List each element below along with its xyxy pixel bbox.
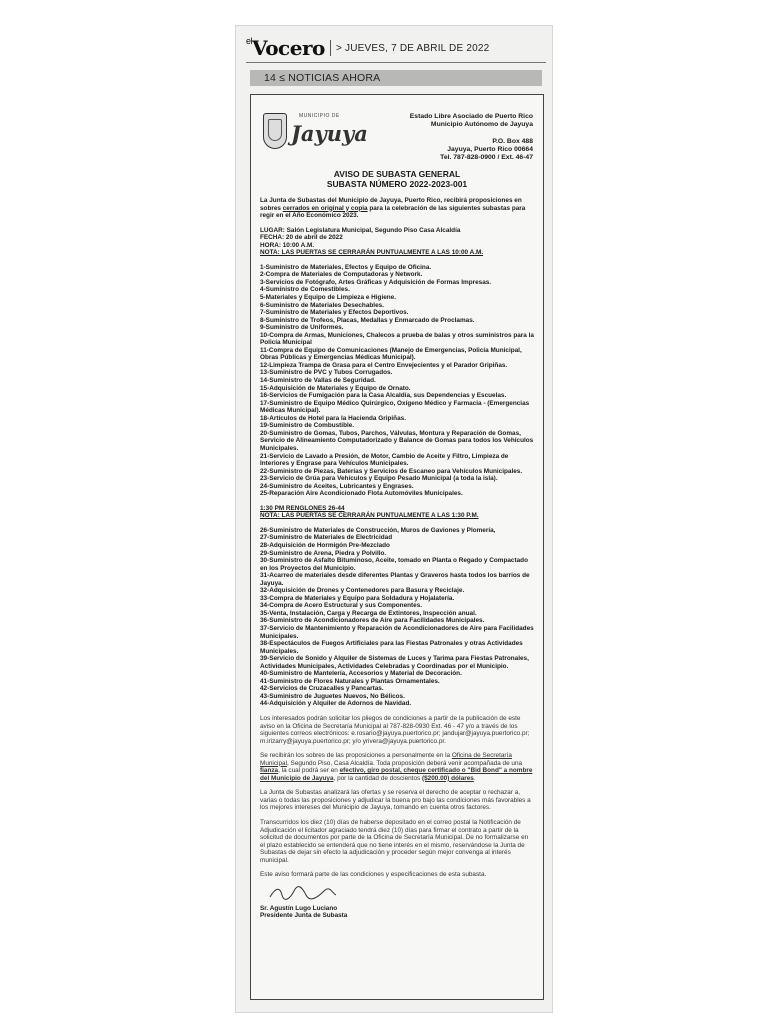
list-item: 25-Reparación Aire Acondicionado Flota Automóviles Municipales. bbox=[260, 490, 463, 498]
list-item: 3-Servicios de Fotógrafo, Artes Gráficas y Adquisición de Formas Impresas. bbox=[260, 278, 492, 286]
list-item: 29-Suministro de Arena, Piedra y Polvillo. bbox=[260, 549, 387, 557]
list-item: 15-Adquisición de Materiales y Equipo de Ornato. bbox=[260, 384, 411, 392]
award-paragraph: Transcurridos los diez (10) días de haberse depositado en el correo postal la Notificación de Adjudicación el licitador agraciado tendrá diez (10) días para firmar el contrato a partir de la solicitud de documentos por parte de la Oficina de Secretaría Municipal. De no formalizarse en el plazo establecido se entenderá que no tiene interés en el mismo, reservándose la Junta de Subastas de dejar sin efecto la adjudicación y proceder según mejor convenga al interés municipal. bbox=[260, 819, 529, 864]
po-box: P.O. Box 488 bbox=[492, 137, 533, 145]
masthead-separator bbox=[330, 40, 331, 56]
board-paragraph: La Junta de Subastas analizará las ofertas y se reserva el derecho de aceptar o rechazar a, varias o todas las proposiciones y adjudicar la buena pro bajo las condiciones más favorables a los mejores intereses del Municipio de Jayuya, tomando en cuenta otros factores. bbox=[260, 789, 531, 812]
notice-body bbox=[260, 197, 534, 920]
list-item: 26-Suministro de Materiales de Construcción, Muros de Gaviones y Plomería, bbox=[260, 526, 496, 534]
list-item: 20-Suministro de Gomas, Tubos, Parchos, Válvulas, Montura y Reparación de Gomas, Servicio de Alineamiento Computadorizado y Balance de Gomas para todos los Vehículos Municipales. bbox=[260, 429, 534, 452]
list-item: 19-Suministro de Combustible. bbox=[260, 422, 355, 430]
notice-title bbox=[251, 169, 543, 189]
list-item: 10-Compra de Armas, Municiones, Chalecos a prueba de balas y otros suministros para la Policía Municipal bbox=[260, 331, 534, 347]
list-item: 31-Acarreo de materiales desde diferentes Plantas y Graveros hasta todos los barrios de Jayuya. bbox=[260, 572, 530, 587]
list-item: 40-Suministro de Mantelería, Accesorios y Material de Decoración. bbox=[260, 670, 462, 678]
list-item: 18-Artículos de Hotel para la Hacienda Gripiñas. bbox=[260, 414, 406, 422]
closing-paragraph: Este aviso formará parte de las condiciones y especificaciones de esta subasta. bbox=[260, 871, 487, 879]
list-item: 11-Compra de Equipo de Comunicaciones (Manejo de Emergencias, Policía Municipal, Obras Públicas y Emergencias Médicas Municipal). bbox=[260, 346, 522, 362]
submission-paragraph: Se recibirán los sobres de las proposiciones a personalmente en la Oficina de Secretaría Municipal, Segundo Piso, Casa Alcaldía. Toda proposición deberá venir acompañada de una fianza, la cual podrá ser en efectivo, giro postal, cheque certificado o "Bid Bond" a nombre del Municipio de Jayuya, por la cantidad de doscientos ($200.00) dólares. bbox=[260, 752, 533, 782]
section-label: 14 ≤ NOTICIAS AHORA bbox=[264, 72, 381, 84]
list-item: 12-Limpieza Trampa de Grasa para el Centro Envejecientes y el Parador Gripiñas. bbox=[260, 361, 508, 369]
logo-caption: MUNICIPIO DE bbox=[299, 113, 340, 119]
list-item: 44-Adquisición y Alquiler de Adornos de Navidad. bbox=[260, 700, 412, 708]
session1-place: LUGAR: Salón Legislatura Municipal, Segundo Piso Casa Alcaldía bbox=[260, 226, 461, 234]
municipality-logo: Jayuya bbox=[291, 121, 368, 146]
telephone: Tel. 787-828-0900 / Ext. 46-47 bbox=[440, 154, 533, 162]
intro-paragraph: La Junta de Subastas del Municipio de Jayuya, Puerto Rico, recibirá proposiciones en sobres cerrados en original y copia para la celebración de las siguientes subastas para regir en el Año Económico 2023. bbox=[260, 197, 526, 220]
list-item: 17-Suministro de Equipo Médico Quirúrgico, Oxígeno Médico y Farmacia - (Emergencias Médicas Municipal). bbox=[260, 399, 530, 415]
session1-note: NOTA: LAS PUERTAS SE CERRARÁN PUNTUALMENTE A LAS 10:00 A.M. bbox=[260, 249, 484, 257]
list-item: 23-Servicio de Grúa para Vehículos y Equipo Pesado Municipal (a toda la isla). bbox=[260, 475, 498, 483]
brand-prefix: el bbox=[246, 36, 253, 46]
session1-time: HORA: 10:00 A.M. bbox=[260, 241, 315, 249]
list-item: 37-Servicio de Mantenimiento y Reparación de Acondicionadores de Aire para Facilidades Municipales. bbox=[260, 624, 534, 640]
address-line-1: Estado Libre Asociado de Puerto Rico bbox=[409, 113, 533, 120]
list-item: 21-Servicio de Lavado a Presión, de Motor, Cambio de Aceite y Filtro, Limpieza de Interiores y Engrase para Vehículos Municipales. bbox=[260, 452, 509, 468]
list-item: 16-Servicios de Fumigación para la Casa Alcaldía, sus Dependencias y Escuelas. bbox=[260, 392, 507, 400]
list-item: 5-Materiales y Equipo de Limpieza e Higiene. bbox=[260, 294, 397, 302]
list-item: 38-Espectáculos de Fuegos Artificiales para las Fiestas Patronales y otras Actividades Municipales. bbox=[260, 640, 523, 655]
list-item: 43-Suministro de Juguetes Nuevos, No Bélicos. bbox=[260, 692, 405, 700]
list-item: 2-Compra de Materiales de Computadoras y Network. bbox=[260, 271, 423, 279]
list-item: 41-Suministro de Flores Naturales y Plantas Ornamentales. bbox=[260, 677, 440, 685]
items-list-1 bbox=[260, 264, 534, 498]
list-item: 13-Suministro de PVC y Tubos Corrugados. bbox=[260, 369, 393, 377]
session1-date: FECHA: 20 de abril de 2022 bbox=[260, 234, 343, 242]
list-item: 14-Suministro de Vallas de Seguridad. bbox=[260, 377, 376, 385]
list-item: 36-Suministro de Acondicionadores de Aire para Facilidades Municipales. bbox=[260, 617, 485, 625]
newspaper-logo bbox=[246, 36, 325, 60]
list-item: 30-Suministro de Asfalto Bituminoso, Aceite, tomado en Planta o Regado y Compactado en los Proyectos del Municipio. bbox=[260, 557, 528, 572]
municipal-seal-icon bbox=[263, 113, 287, 149]
list-item: 24-Suministro de Aceites, Lubricantes y Engrases. bbox=[260, 482, 414, 490]
list-item: 27-Suministro de Materiales de Electricidad bbox=[260, 534, 393, 542]
title-line-1: AVISO DE SUBASTA GENERAL bbox=[333, 169, 461, 179]
list-item: 34-Compra de Acero Estructural y sus Componentes. bbox=[260, 602, 423, 610]
session2-note: NOTA: LAS PUERTAS SE CERRARÁN PUNTUALMENTE A LAS 1:30 P.M. bbox=[260, 512, 479, 520]
brand-name: Vocero bbox=[252, 36, 325, 60]
list-item: 39-Servicio de Sonido y Alquiler de Sistemas de Luces y Tarima para Fiestas Patronales, Actividades Municipales, Actividades Celebradas y Coordinadas por el Municipio. bbox=[260, 655, 529, 670]
list-item: 32-Adquisición de Drones y Contenedores para Basura y Reciclaje. bbox=[260, 587, 465, 595]
signature-area bbox=[260, 885, 534, 905]
session2-lines: 1:30 PM RENGLONES 26-44 bbox=[260, 504, 345, 512]
list-item: 7-Suministro de Materiales y Efectos Deportivos. bbox=[260, 309, 409, 317]
masthead-rule bbox=[246, 62, 546, 63]
list-item: 28-Adquisición de Hormigón Pre-Mezclado bbox=[260, 541, 390, 549]
masthead bbox=[246, 34, 546, 64]
list-item: 8-Suministro de Trofeos, Placas, Medallas y Enmarcado de Proclamas. bbox=[260, 316, 475, 324]
list-item: 33-Compra de Materiales y Equipo para Soldadura y Hojalatería. bbox=[260, 594, 455, 602]
signer-name: Sr. Agustín Lugo Luciano bbox=[260, 904, 338, 912]
address-line-2: Municipio Autónomo de Jayuya bbox=[430, 121, 533, 129]
auction-notice bbox=[250, 94, 544, 1000]
list-item: 9-Suministro de Uniformes. bbox=[260, 324, 344, 332]
list-item: 35-Venta, Instalación, Carga y Recarga de Extintores, Inspección anual. bbox=[260, 609, 477, 617]
issue-date: > JUEVES, 7 DE ABRIL DE 2022 bbox=[336, 43, 490, 54]
list-item: 1-Suministro de Materiales, Efectos y Equipo de Oficina. bbox=[260, 263, 432, 271]
items-list-2 bbox=[260, 527, 534, 708]
list-item: 42-Servicios de Cruzacalles y Pancartas. bbox=[260, 685, 384, 693]
specs-paragraph: Los interesados podrán solicitar los pliegos de condiciones a partir de la publicación de este aviso en la Oficina de Secretaría Municipal al 787-828-0930 Ext. 46 - 47 y/o a través de los siguientes correos electrónicos: e.rosario@jayuya.puertorico.pr; jandujar@jayuya.puertorico.pr; m.irizarry@jayuya.puertorico.pr; y/o yrivera@jayuya.puertorico.pr. bbox=[260, 715, 530, 745]
list-item: 6-Suministro de Materiales Desechables. bbox=[260, 301, 384, 309]
city-zip: Jayuya, Puerto Rico 00664 bbox=[447, 145, 533, 153]
list-item: 22-Suministro de Piezas, Baterías y Servicios de Escaneo para Vehículos Municipales. bbox=[260, 467, 523, 475]
municipality-address bbox=[410, 113, 533, 162]
signer-role: Presidente Junta de Subasta bbox=[260, 912, 348, 920]
section-bar bbox=[250, 70, 542, 86]
signature-icon bbox=[268, 885, 338, 901]
list-item: 4-Suministro de Comestibles. bbox=[260, 286, 350, 294]
title-line-2: SUBASTA NÚMERO 2022-2023-001 bbox=[326, 179, 468, 189]
